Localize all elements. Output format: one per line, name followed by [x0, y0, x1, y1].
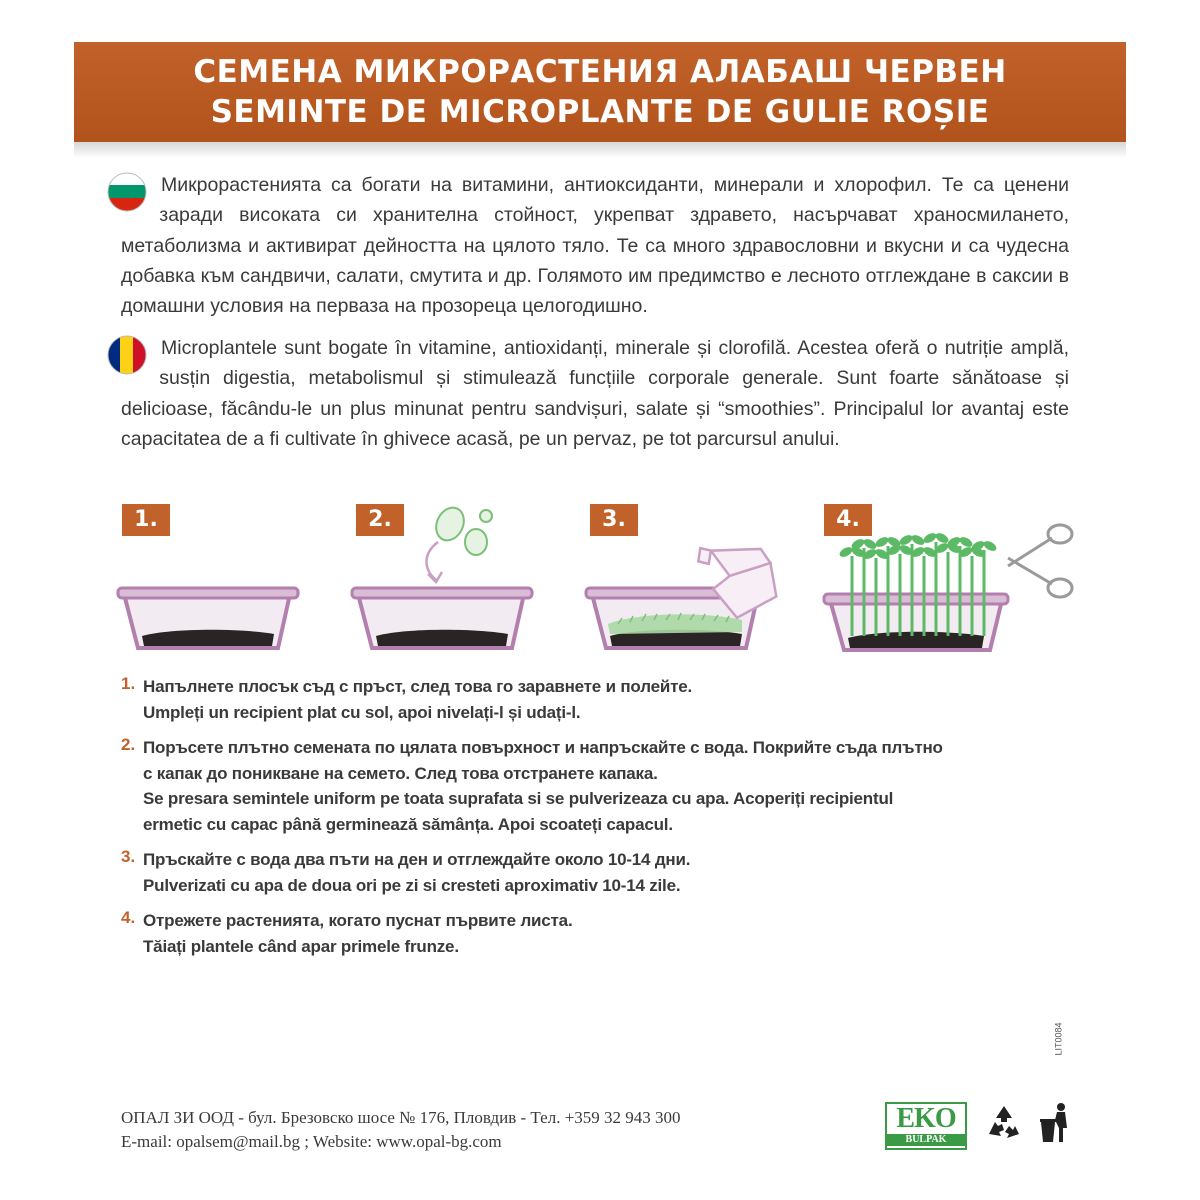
product-code-text: LIT0084: [1053, 1022, 1064, 1056]
instruction-item: [121, 735, 1041, 837]
intro-romanian: [121, 333, 1069, 454]
intro-bg-text: Микрорастенията са богати на витамини, антиоксиданти, минерали и хлорофил. Те са ценени заради високата си хранителна стойност, укрепват здравето, насърчават храносмилането, метаболизма и активират дейността на цялото тяло. Те са много здравословни и вкусни и са чудесна добавка към сандвичи, салати, смутита и др. Голямото им предимство е лесното отглеждане в саксии в домашни условия на перваза на прозореца целогодишно.: [121, 174, 1069, 318]
tidyman-bin-icon: [1037, 1102, 1073, 1146]
step-4-badge: 4.: [824, 504, 872, 536]
bulgarian-flag-icon: [107, 172, 147, 212]
footer-email-website: E-mail: opalsem@mail.bg ; Website: www.opal-bg.com: [121, 1132, 502, 1151]
instruction-line: с капак до поникване на семето. След това отстранете капака.: [143, 763, 658, 783]
instruction-line: Поръсете плътно семената по цялата повърхност и напръскайте с вода. Покрийте съда плътно: [143, 738, 943, 757]
title-banner: [74, 42, 1126, 142]
instruction-line: Пръскайте с вода два пъти на ден и отглеждайте около 10-14 дни.: [143, 850, 691, 869]
step-2-badge: 2.: [356, 504, 404, 536]
instruction-number: 4.: [121, 908, 136, 927]
footer-address: ОПАЛ ЗИ ООД - бул. Брезовско шосе № 176, Пловдив - Тел. +359 32 943 300: [121, 1108, 681, 1127]
step-4-illustration: [812, 500, 1032, 670]
instruction-line: Pulverizati cu apa de doua ori pe zi si cresteti aproximativ 10-14 zile.: [143, 875, 681, 895]
step-2-illustration: [344, 500, 564, 670]
instruction-number: 1.: [121, 674, 136, 693]
recycle-icon: [985, 1104, 1023, 1146]
eko-logo-text: EKO: [896, 1103, 956, 1134]
title-bg: СЕМЕНА МИКРОРАСТЕНИЯ АЛАБАШ ЧЕРВЕН: [193, 54, 1007, 90]
step-3-badge: 3.: [590, 504, 638, 536]
instruction-line: Se presara semintele uniform pe toata suprafata si se pulverizeaza cu apa. Acoperiți recipientul: [143, 789, 894, 808]
instruction-line: ermetic cu capac până germinează sămânța. Apoi scoateți capacul.: [143, 814, 673, 834]
step-3-illustration: [578, 500, 798, 670]
intro-ro-text: Microplantele sunt bogate în vitamine, antioxidanți, minerale și clorofilă. Acestea oferă o nutriție amplă, susțin digestia, metabolismul și stimulează funcțiile corporale generale. Sunt foarte sănătoase și delicioase, făcându-le un plus minunat pentru sandvișuri, salate și “smoothies”. Principalul lor avantaj este capacitatea de a fi cultivate în ghivece acasă, pe un pervaz, pe tot parcursul anului.: [121, 337, 1069, 450]
instruction-line: Tăiați plantele când apar primele frunze.: [143, 936, 459, 956]
instruction-line: Umpleți un recipient plat cu sol, apoi nivelați-l și udați-l.: [143, 702, 581, 722]
instruction-number: 2.: [121, 735, 136, 754]
instructions-list: [121, 674, 1041, 969]
step-1-illustration: [110, 500, 330, 670]
step-illustrations: [110, 500, 1090, 670]
eko-bulpak-logo: [885, 1102, 967, 1150]
product-code: [1054, 1022, 1074, 1062]
romanian-flag-icon: [107, 335, 147, 375]
intro-bulgarian: [121, 170, 1069, 321]
instruction-item: [121, 674, 1041, 725]
instruction-line: Отрежете растенията, когато пуснат първите листа.: [143, 911, 573, 930]
instruction-item: [121, 908, 1041, 959]
title-ro: SEMINTE DE MICROPLANTE DE GULIE ROȘIE: [210, 94, 990, 130]
instruction-line: Напълнете плосък съд с пръст, след това го заравнете и полейте.: [143, 677, 692, 696]
banner-shadow: [74, 142, 1126, 158]
instruction-item: [121, 847, 1041, 898]
footer-contact: [121, 1106, 681, 1154]
footer-logos: [885, 1100, 1075, 1152]
step-1-badge: 1.: [122, 504, 170, 536]
instruction-number: 3.: [121, 847, 136, 866]
bulpak-logo-text: BULPAK: [887, 1134, 965, 1146]
